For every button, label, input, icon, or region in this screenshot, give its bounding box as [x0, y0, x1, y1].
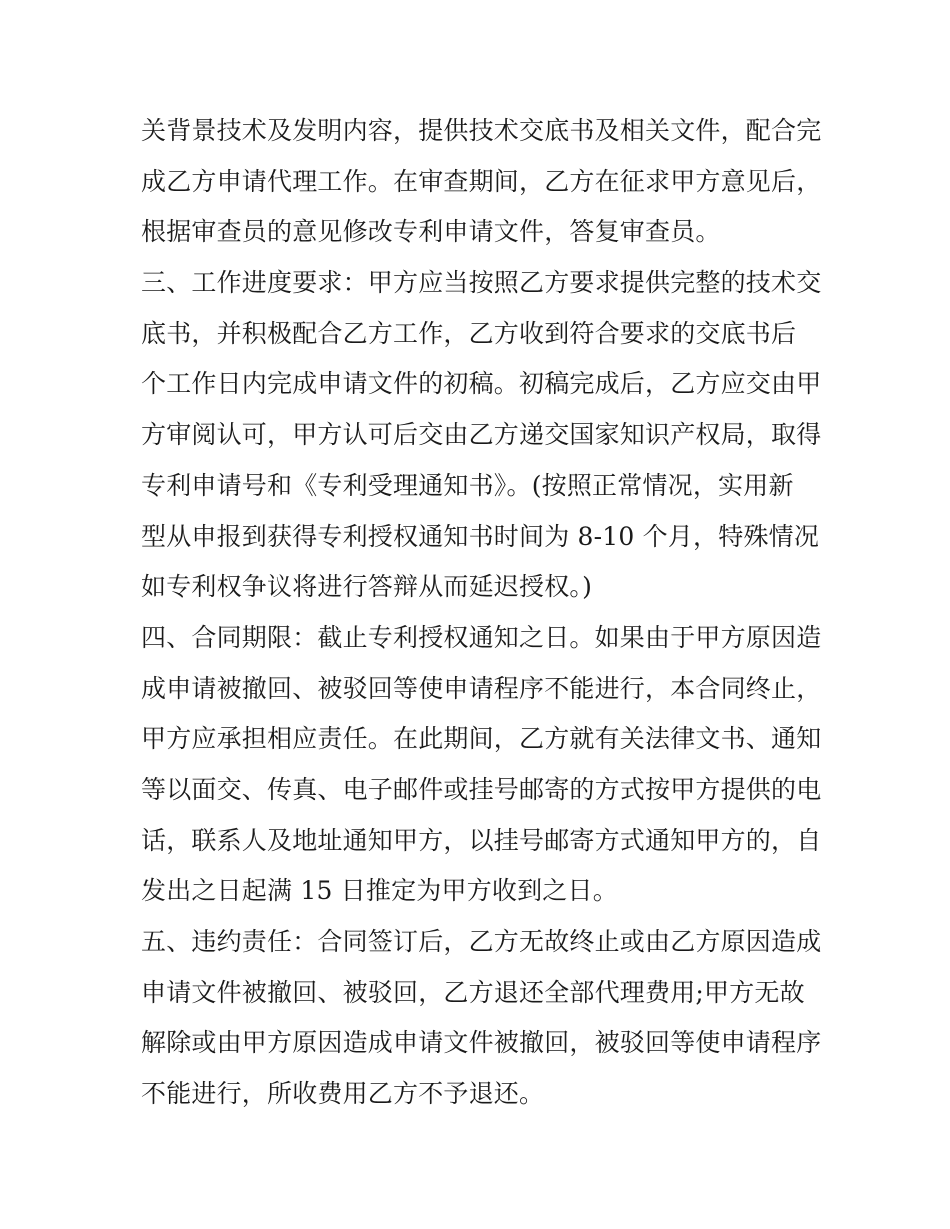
text-line: 话，联系人及地址通知甲方，以挂号邮寄方式通知甲方的，自: [141, 825, 822, 855]
text-line: 方审阅认可，甲方认可后交由乙方递交国家知识产权局，取得: [141, 420, 822, 450]
text-line: 甲方应承担相应责任。在此期间，乙方就有关法律文书、通知: [141, 724, 822, 754]
section-five-heading-line: 五、违约责任：合同签订后，乙方无故终止或由乙方原因造成: [141, 927, 822, 956]
text-line: 申请文件被撤回、被驳回，乙方退还全部代理费用;甲方无故: [141, 977, 805, 1007]
text-line: 关背景技术及发明内容，提供技术交底书及相关文件，配合完: [141, 116, 822, 145]
text-line: 不能进行，所收费用乙方不予退还。: [141, 1079, 545, 1109]
text-line: 发出之日起满 15 日推定为甲方收到之日。: [141, 876, 618, 906]
text-line: 型从申报到获得专利授权通知书时间为 8-10 个月，特殊情况: [141, 521, 820, 551]
text-line: 如专利权争议将进行答辩从而延迟授权。): [141, 572, 593, 602]
text-line: 专利申请号和《专利受理通知书》。(按照正常情况，实用新: [141, 470, 794, 500]
section-four-heading-line: 四、合同期限：截止专利授权通知之日。如果由于甲方原因造: [141, 622, 822, 652]
text-line: 成乙方申请代理工作。在审查期间，乙方在征求甲方意见后，: [141, 166, 822, 196]
text-line: 等以面交、传真、电子邮件或挂号邮寄的方式按甲方提供的电: [141, 774, 822, 804]
text-line: 成申请被撤回、被驳回等使申请程序不能进行，本合同终止，: [141, 673, 822, 703]
text-line: 底书，并积极配合乙方工作，乙方收到符合要求的交底书后: [141, 318, 797, 348]
text-line: 根据审查员的意见修改专利申请文件，答复审查员。: [141, 217, 721, 247]
text-line: 个工作日内完成申请文件的初稿。初稿完成后，乙方应交由甲: [141, 369, 822, 399]
text-line: 解除或由甲方原因造成申请文件被撤回，被驳回等使申请程序: [141, 1028, 822, 1058]
contract-text-body: [141, 106, 821, 1120]
section-three-heading-line: 三、工作进度要求：甲方应当按照乙方要求提供完整的技术交: [141, 268, 822, 298]
